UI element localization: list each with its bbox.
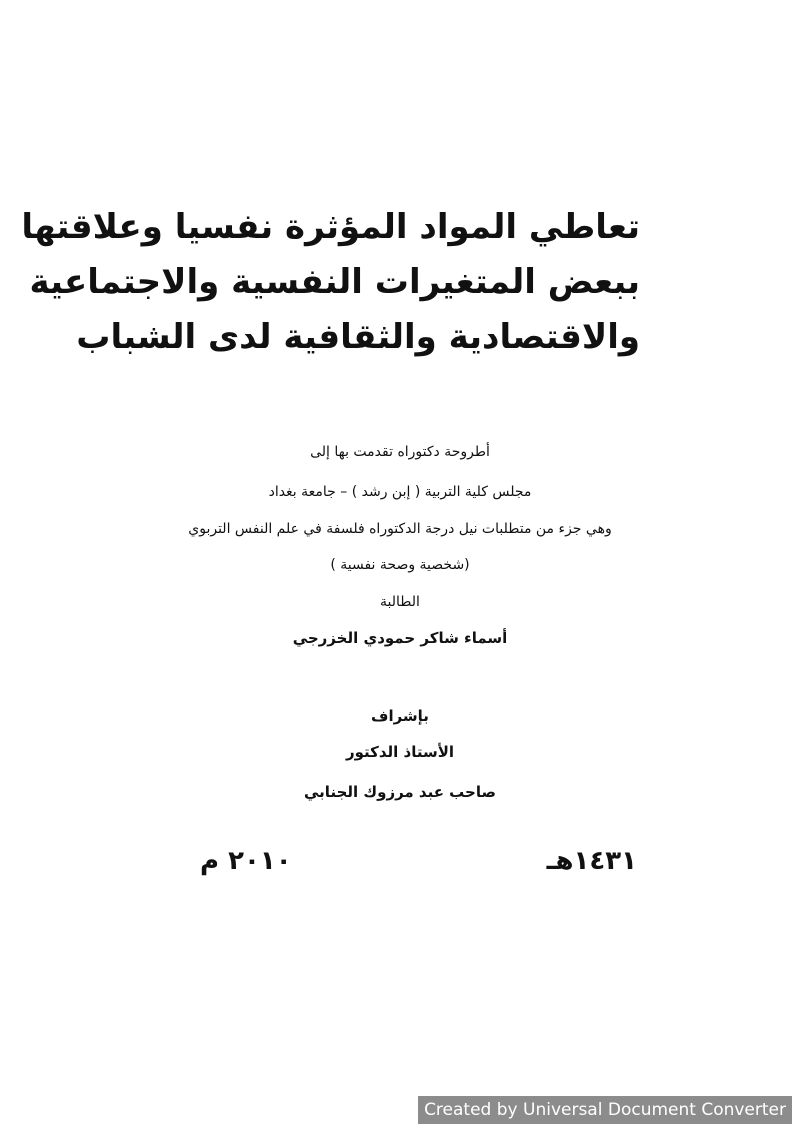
supervision-label: بإشراف (371, 707, 429, 725)
date-hijri: ١٤٣١هـ (546, 846, 637, 876)
converter-watermark: Created by Universal Document Converter (418, 1096, 792, 1124)
submission-line-1: أطروحة دكتوراه تقدمت بها إلى (310, 444, 490, 460)
supervisor-name: صاحب عبد مرزوك الجنابي (304, 783, 496, 801)
title-line-2: ببعض المتغيرات النفسية والاجتماعية (29, 262, 640, 302)
date-gregorian: ٢٠١٠ م (200, 846, 292, 876)
submission-line-2: مجلس كلية التربية ( إبن رشد ) – جامعة بغداد (268, 484, 532, 500)
student-label: الطالبة (380, 594, 420, 610)
supervisor-title: الأستاذ الدكتور (345, 743, 455, 761)
title-line-3: والاقتصادية والثقافية لدى الشباب (76, 317, 640, 357)
submission-line-3: وهي جزء من متطلبات نيل درجة الدكتوراه فلسفة في علم النفس التربوي (188, 521, 612, 537)
title-line-1: تعاطي المواد المؤثرة نفسيا وعلاقتها (21, 207, 640, 247)
student-name: أسماء شاكر حمودي الخزرجي (292, 629, 508, 647)
submission-line-4: (شخصية وصحة نفسية ) (330, 557, 470, 573)
thesis-title (21, 200, 640, 365)
